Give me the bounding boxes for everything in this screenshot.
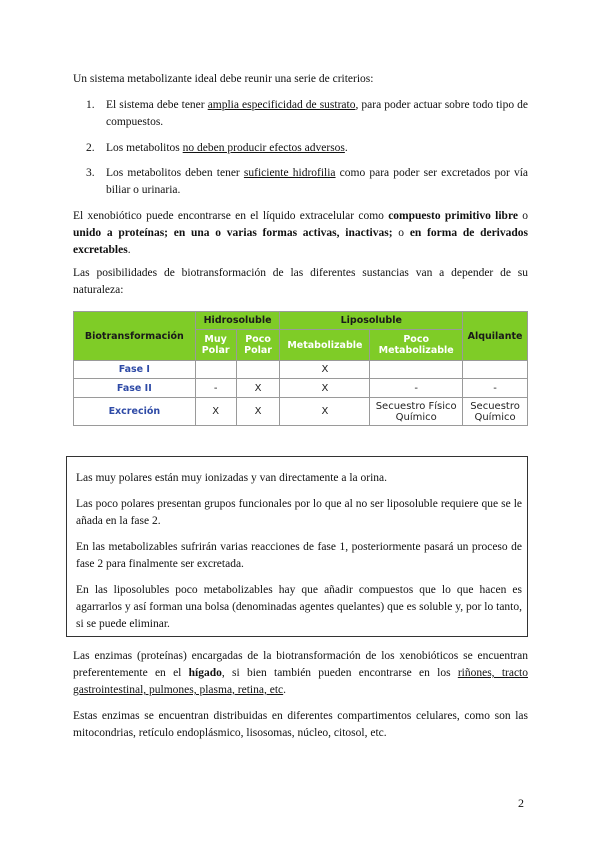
criteria-number: 2. — [86, 142, 95, 154]
header-liposoluble: Liposoluble — [280, 312, 463, 330]
page-number: 2 — [518, 796, 524, 810]
note-paragraph: En las liposolubles poco metabolizables hay que añadir compuestos que lo que hacen es agarrarlos y así forman una bolsa (denominadas agentes quelantes) que es soluble y, por lo tanto, si se puede eliminar. — [76, 584, 522, 630]
note-paragraph: Las poco polares presentan grupos funcionales por lo que al no ser liposoluble requiere que se le añada en la fase 2. — [76, 498, 522, 527]
xeno-bold: unido a proteínas; en una o varias formas activas, inactivas; — [73, 227, 393, 239]
xeno-text: o — [392, 227, 410, 239]
table-cell: Secuestro Físico Químico — [370, 398, 463, 426]
criteria-text: , para poder actuar sobre todo tipo de compuestos. — [106, 99, 528, 128]
enzymes-bold: hígado — [188, 667, 222, 679]
header-biotransformacion: Biotransformación — [74, 312, 196, 361]
table-cell: Secuestro Químico — [463, 398, 528, 426]
table-cell: X — [236, 379, 280, 398]
criteria-text: Los metabolitos — [106, 142, 183, 154]
subheader-metabolizable: Metabolizable — [280, 330, 370, 361]
criteria-text: . — [344, 142, 348, 154]
criteria-underlined: no deben producir efectos adversos — [182, 142, 345, 154]
compartments-paragraph: Estas enzimas se encuentran distribuidas en diferentes compartimentos celulares, como son las mitocondrias, retículo endoplásmico, lisosomas, núcleo, citosol, etc. — [73, 710, 528, 739]
table-cell: X — [280, 361, 370, 379]
xeno-text: o — [517, 210, 528, 222]
enzymes-text: Las enzimas (proteínas) encargadas de la biotransformación de los xenobióticos se encuentran preferentemente en el — [73, 650, 528, 679]
criteria-underlined: suficiente hidrofilia — [243, 167, 336, 179]
intro-paragraph: Un sistema metabolizante ideal debe reunir una serie de criterios: — [73, 73, 374, 85]
table-cell: X — [195, 398, 236, 426]
table-cell: - — [370, 379, 463, 398]
table-cell — [195, 361, 236, 379]
table-cell: X — [236, 398, 280, 426]
criteria-text: como para poder ser excretados por vía biliar o urinaria. — [106, 167, 528, 196]
enzymes-text: . — [283, 684, 287, 696]
table-cell — [463, 361, 528, 379]
subheader-poco-metabolizable: Poco Metabolizable — [370, 330, 463, 361]
criteria-text: Los metabolitos deben tener — [106, 167, 244, 179]
header-hidrosoluble: Hidrosoluble — [195, 312, 280, 330]
enzymes-text: , si bien también pueden encontrarse en los — [221, 667, 458, 679]
xenobiotic-paragraph — [73, 208, 528, 259]
table-cell: X — [280, 398, 370, 426]
xeno-bold: en forma de derivados excretables — [73, 227, 528, 256]
criteria-underlined: amplia especificidad de sustrato — [207, 99, 356, 111]
xeno-text: . — [127, 244, 131, 256]
row-label: Fase I — [74, 361, 196, 379]
xeno-text: El xenobiótico puede encontrarse en el líquido extracelular como — [73, 210, 389, 222]
table-cell: - — [195, 379, 236, 398]
row-label: Fase II — [74, 379, 196, 398]
criteria-text: El sistema debe tener — [106, 99, 208, 111]
header-alquilante: Alquilante — [463, 312, 528, 361]
table-cell: - — [463, 379, 528, 398]
table-row — [74, 361, 528, 379]
enzymes-underlined: riñones, tracto gastrointestinal, pulmones, plasma, retina, etc — [73, 667, 528, 696]
subheader-poco-polar: Poco Polar — [236, 330, 280, 361]
note-paragraph: En las metabolizables sufrirán varias reacciones de fase 1, posteriormente pasará un proceso de fase 2 para finalmente ser excretada. — [76, 541, 522, 570]
subheader-muy-polar: Muy Polar — [195, 330, 236, 361]
criteria-number: 1. — [86, 99, 95, 111]
xeno-bold: compuesto primitivo libre — [388, 210, 518, 222]
row-label: Excreción — [74, 398, 196, 426]
table-cell: X — [280, 379, 370, 398]
criteria-number: 3. — [86, 167, 95, 179]
table-row — [74, 379, 528, 398]
table-cell — [370, 361, 463, 379]
note-paragraph: Las muy polares están muy ionizadas y van directamente a la orina. — [76, 472, 388, 484]
possibilities-paragraph: Las posibilidades de biotransformación de las diferentes sustancias van a depender de su naturaleza: — [73, 267, 528, 296]
biotransformation-table — [73, 311, 528, 426]
enzymes-paragraph — [73, 648, 528, 699]
table-cell — [236, 361, 280, 379]
table-row — [74, 398, 528, 426]
